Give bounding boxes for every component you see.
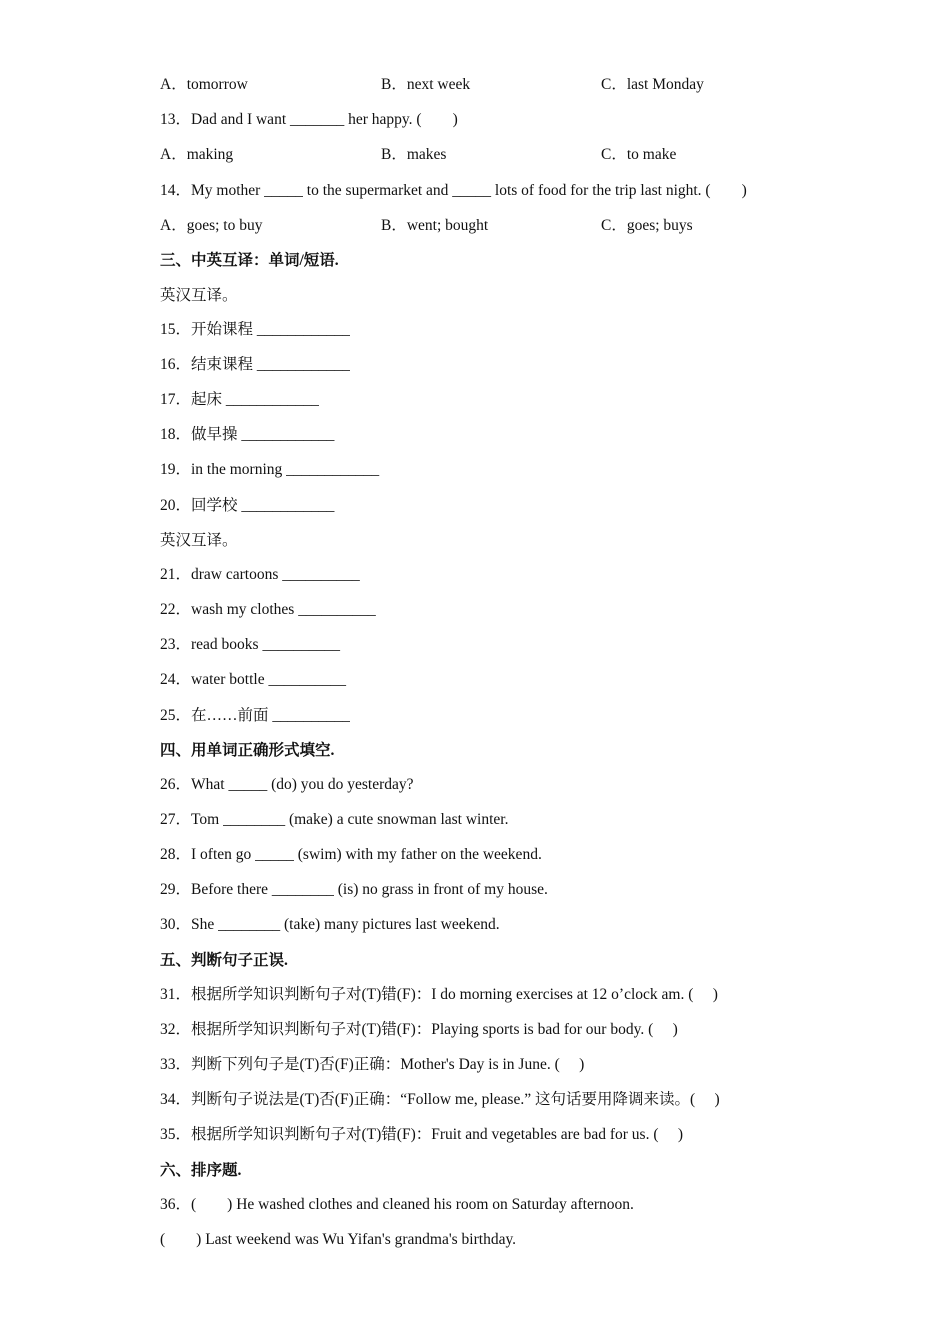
question-27: 27．Tom ________ (make) a cute snowman last winter. [160,811,509,828]
q14-option-a: A．goes; to buy [160,217,263,234]
question-23: 23．read books __________ [160,636,340,653]
question-30: 30．She ________ (take) many pictures last weekend. [160,916,500,933]
question-29: 29．Before there ________ (is) no grass in front of my house. [160,881,548,898]
question-21: 21．draw cartoons __________ [160,566,360,583]
question-19: 19．in the morning ____________ [160,461,380,478]
q12-option-a: A．tomorrow [160,76,248,93]
section-6-heading: 六、排序题. [160,1162,242,1179]
question-17: 17．起床 ____________ [160,391,319,408]
question-14: 14．My mother _____ to the supermarket and _____ lots of food for the trip last night. ( ) [160,182,747,199]
question-15: 15．开始课程 ____________ [160,321,350,338]
q14-option-b: B．went; bought [381,217,489,234]
question-28: 28．I often go _____ (swim) with my father on the weekend. [160,846,542,863]
q14-option-c: C．goes; buys [601,217,693,234]
question-24: 24．water bottle __________ [160,671,346,688]
question-25: 25．在……前面 __________ [160,707,350,724]
q13-option-c: C．to make [601,146,677,163]
q12-option-c: C．last Monday [601,76,704,93]
section-3-subheading-1: 英汉互译。 [160,287,238,304]
q13-option-b: B．makes [381,146,447,163]
question-36: 36．( ) He washed clothes and cleaned his room on Saturday afternoon. [160,1196,634,1213]
section-5-heading: 五、判断句子正误. [160,952,288,969]
question-34: 34．判断句子说法是(T)否(F)正确：“Follow me, please.” 这句话要用降调来读。( ) [160,1091,720,1108]
question-33: 33．判断下列句子是(T)否(F)正确：Mother's Day is in June. ( ) [160,1056,585,1073]
section-3-subheading-2: 英汉互译。 [160,532,238,549]
question-16: 16．结束课程 ____________ [160,356,350,373]
question-22: 22．wash my clothes __________ [160,601,376,618]
question-35: 35．根据所学知识判断句子对(T)错(F)：Fruit and vegetables are bad for us. ( ) [160,1126,684,1143]
q12-option-b: B．next week [381,76,471,93]
question-13: 13．Dad and I want _______ her happy. ( ) [160,111,458,128]
question-20: 20．回学校 ____________ [160,497,335,514]
q13-option-a: A．making [160,146,234,163]
question-26: 26．What _____ (do) you do yesterday? [160,776,414,793]
section-4-heading: 四、用单词正确形式填空. [160,742,335,759]
question-18: 18．做早操 ____________ [160,426,335,443]
question-36-item-2: ( ) Last weekend was Wu Yifan's grandma's birthday. [160,1231,517,1248]
question-32: 32．根据所学知识判断句子对(T)错(F)：Playing sports is bad for our body. ( ) [160,1021,678,1038]
question-31: 31．根据所学知识判断句子对(T)错(F)：I do morning exercises at 12 o’clock am. ( ) [160,986,718,1003]
section-3-heading: 三、中英互译：单词/短语. [160,252,339,269]
